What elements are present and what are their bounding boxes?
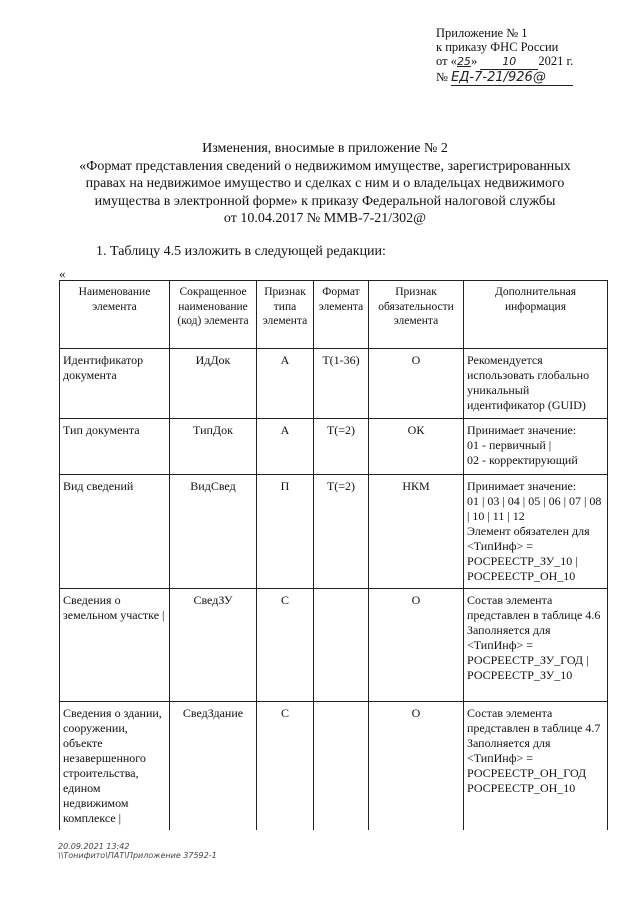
cell-name: Сведения о земельном участке | bbox=[60, 589, 170, 702]
appendix-date: от «25» 10 2021 г. bbox=[436, 54, 574, 68]
handwritten-number: ЕД-7-21/926@ bbox=[451, 71, 573, 86]
cell-format: Т(=2) bbox=[314, 419, 369, 475]
cell-info: Принимает значение: 01 - первичный | 02 - корректирующий bbox=[464, 419, 608, 475]
instruction-item-1: 1. Таблицу 4.5 изложить в следующей редакции: bbox=[96, 244, 386, 259]
handwritten-day: 25 bbox=[456, 55, 471, 68]
table-row bbox=[60, 589, 608, 702]
elements-table bbox=[59, 280, 608, 830]
cell-type: С bbox=[257, 589, 314, 702]
cell-short: ИдДок bbox=[170, 349, 257, 419]
header-required: Признак обязательности элемента bbox=[369, 281, 464, 349]
cell-type: А bbox=[257, 349, 314, 419]
cell-short: СведЗУ bbox=[170, 589, 257, 702]
cell-required: ОК bbox=[369, 419, 464, 475]
cell-type: С bbox=[257, 702, 314, 831]
handwritten-month: 10 bbox=[480, 55, 538, 70]
cell-name: Тип документа bbox=[60, 419, 170, 475]
cell-short: СведЗдание bbox=[170, 702, 257, 831]
header-type: Признак типа элемента bbox=[257, 281, 314, 349]
appendix-number: № ЕД-7-21/926@ bbox=[436, 70, 636, 86]
cell-short: ВидСвед bbox=[170, 475, 257, 589]
cell-required: НКМ bbox=[369, 475, 464, 589]
header-short: Сокращенное наименование (код) элемента bbox=[170, 281, 257, 349]
table-row bbox=[60, 475, 608, 589]
header-name: Наименование элемента bbox=[60, 281, 170, 349]
cell-short: ТипДок bbox=[170, 419, 257, 475]
cell-format bbox=[314, 702, 369, 831]
cell-format: Т(=2) bbox=[314, 475, 369, 589]
cell-required: О bbox=[369, 349, 464, 419]
table-header-row bbox=[60, 281, 608, 349]
table-row bbox=[60, 702, 608, 831]
cell-info: Рекомендуется использовать глобально уникальный идентификатор (GUID) bbox=[464, 349, 608, 419]
appendix-line-2: к приказу ФНС России bbox=[436, 40, 559, 54]
cell-name: Идентификатор документа bbox=[60, 349, 170, 419]
cell-info: Состав элемента представлен в таблице 4.6 Заполняется для <ТипИнф> = РОСРЕЕСТР_ЗУ_ГОД | РОСРЕЕСТР_ЗУ_10 bbox=[464, 589, 608, 702]
document-title: Изменения, вносимые в приложение № 2 «Формат представления сведений о недвижимом имуществе, зарегистрированных правах на недвижимое имущество и сделках с ним и о владельцах недвижимого имущества в электронной форме» к приказу Федеральной налоговой службы от 10.04.2017 № ММВ-7-21/302@ bbox=[79, 141, 571, 226]
cell-info: Принимает значение: 01 | 03 | 04 | 05 | 06 | 07 | 08 | 10 | 11 | 12 Элемент обязателен для <ТипИнф> = РОСРЕЕСТР_ЗУ_10 | РОСРЕЕСТР_ОН_10 bbox=[464, 475, 608, 589]
header-info: Дополнительная информация bbox=[464, 281, 608, 349]
cell-required: О bbox=[369, 589, 464, 702]
table-row bbox=[60, 419, 608, 475]
opening-quote: « bbox=[59, 266, 66, 281]
cell-format: Т(1-36) bbox=[314, 349, 369, 419]
cell-name: Сведения о здании, сооружении, объекте незавершенного строительства, едином недвижимом комплексе | bbox=[60, 702, 170, 831]
cell-info: Состав элемента представлен в таблице 4.7 Заполняется для <ТипИнф> = РОСРЕЕСТР_ОН_ГОД РОСРЕЕСТР_ОН_10 bbox=[464, 702, 608, 831]
header-format: Формат элемента bbox=[314, 281, 369, 349]
cell-name: Вид сведений bbox=[60, 475, 170, 589]
table-row bbox=[60, 349, 608, 419]
cell-type: А bbox=[257, 419, 314, 475]
cell-required: О bbox=[369, 702, 464, 831]
print-footer: 20.09.2021 13:42 \\Тонифито\ПАТ\Приложение 37592-1 bbox=[58, 842, 217, 860]
appendix-block bbox=[436, 26, 636, 86]
appendix-line-1: Приложение № 1 bbox=[436, 26, 528, 40]
cell-type: П bbox=[257, 475, 314, 589]
cell-format bbox=[314, 589, 369, 702]
